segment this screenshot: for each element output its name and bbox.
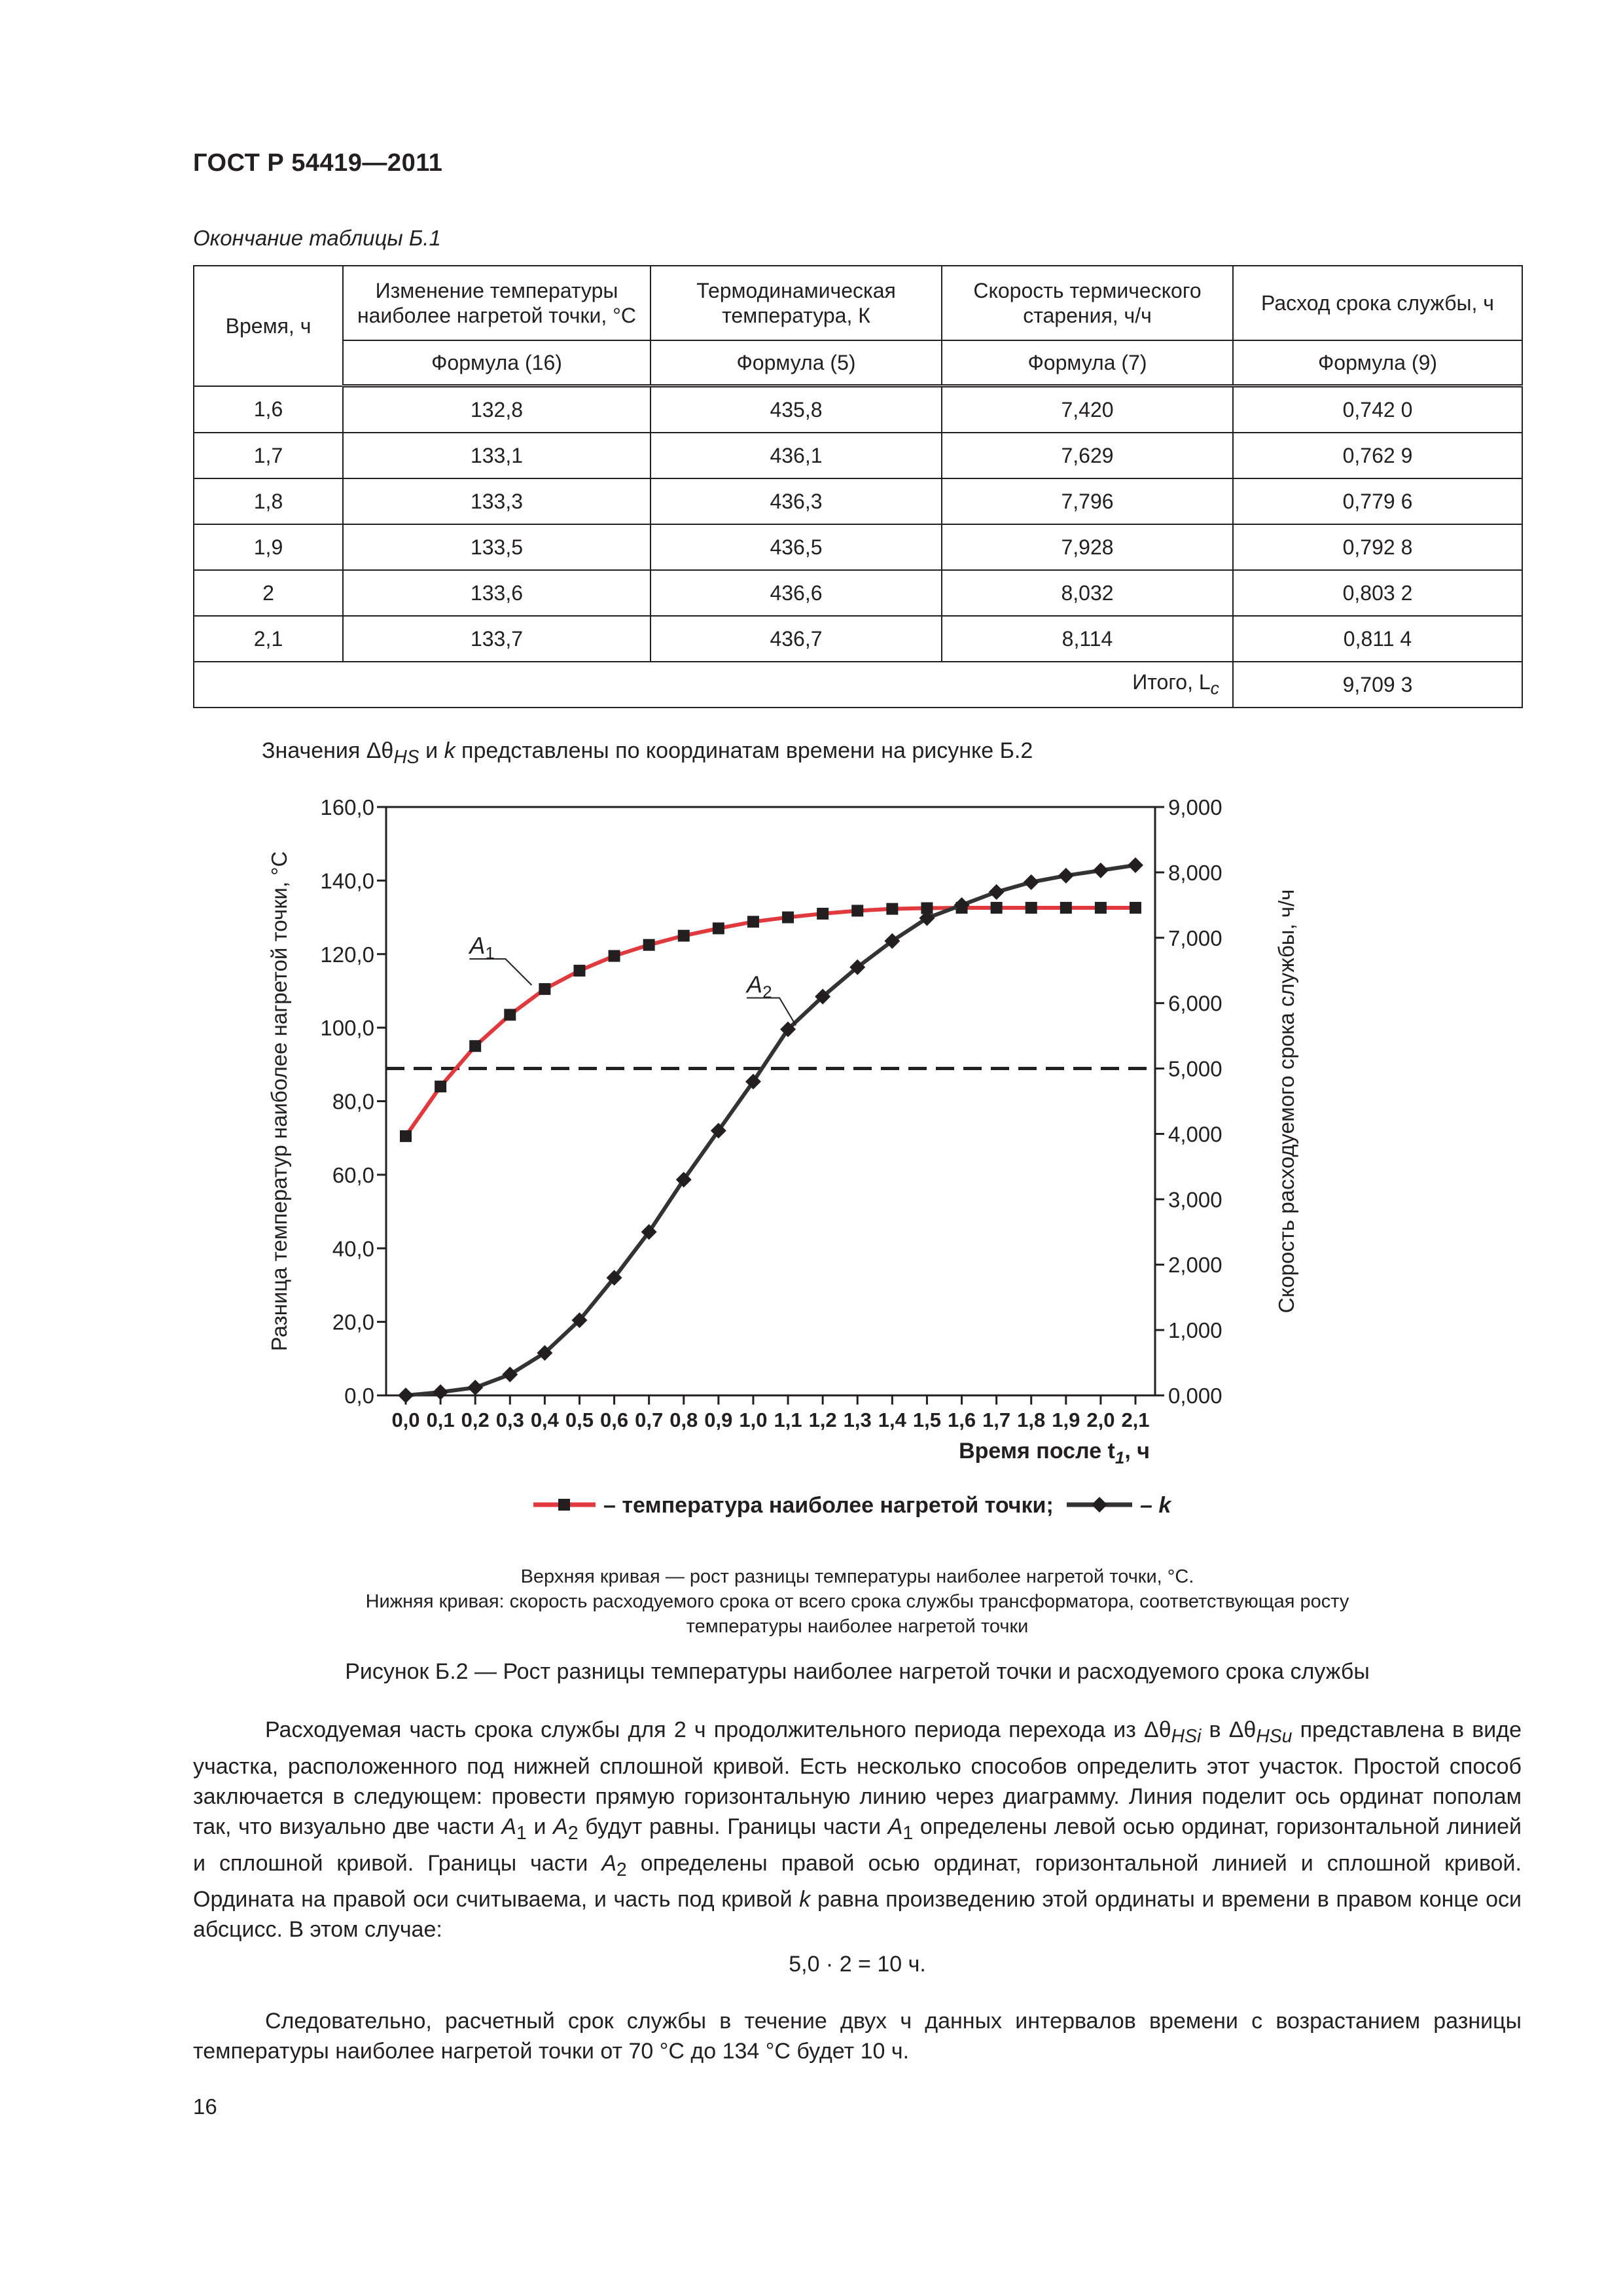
formula-ref: Формула (16) <box>343 340 651 386</box>
x-tick-label: 0,7 <box>635 1408 664 1431</box>
x-tick-label: 1,0 <box>739 1408 768 1431</box>
table-caption: Окончание таблицы Б.1 <box>193 226 441 250</box>
table-cell: 436,6 <box>651 570 942 616</box>
table-cell: 2,1 <box>194 616 343 662</box>
right-tick-label: 3,000 <box>1168 1187 1222 1212</box>
x-axis-title <box>959 1439 1150 1467</box>
right-tick-label: 5,000 <box>1168 1056 1222 1081</box>
data-point-marker <box>782 912 794 924</box>
data-table <box>193 265 1523 708</box>
x-axis-title-main: Время после t <box>959 1439 1115 1463</box>
x-tick-label: 1,8 <box>1017 1408 1046 1431</box>
table-cell: 1,8 <box>194 478 343 524</box>
table-cell: 133,7 <box>343 616 651 662</box>
x-tick-label: 1,4 <box>878 1408 906 1431</box>
column-header-temp-change: Изменение температуры наиболее нагретой точки, °С <box>343 266 651 340</box>
data-point-marker <box>1093 863 1109 878</box>
table-row <box>194 478 1522 524</box>
data-point-marker <box>433 1384 448 1400</box>
curve-label-a1 <box>468 932 494 963</box>
table-cell: 0,742 0 <box>1233 386 1522 433</box>
left-tick-label: 80,0 <box>332 1089 374 1114</box>
data-point-marker <box>678 930 690 942</box>
data-point-marker <box>504 1009 516 1020</box>
table-cell: 0,811 4 <box>1233 616 1522 662</box>
right-tick-label: 0,000 <box>1168 1384 1222 1408</box>
x-axis-title-unit: , ч <box>1124 1439 1150 1463</box>
data-point-marker <box>713 922 724 934</box>
paragraph-explanation: Расходуемая часть срока службы для 2 ч продолжительного периода перехода из $\Delta\theta_{HSi}$ в $\Delta\theta_{HSu}$ представлена в виде участка, расположенного под нижней сплошной кривой. Есть несколько способов определить этот участок. Простой способ заключается в следующем: провести прямую горизонтальную линию через диаграмму. Линия поделит ось ординат пополам так, что визуально две части $A_1$ и $A_2$ будут равны. Границы части $A_1$ определены левой осью ординат, горизонтальной линией и сплошной кривой. Границы части $A_2$ определены правой осью ординат, горизонтальной линией и сплошной кривой. Ордината на правой оси считываема, и часть под кривой k равна произведению этой ординаты и времени в правом конце оси абсцисс. В этом случае: <box>193 1717 1522 1943</box>
document-header: ГОСТ Р 54419—2011 <box>193 149 443 177</box>
table-row <box>194 570 1522 616</box>
table-cell: 436,5 <box>651 524 942 570</box>
legend <box>533 1493 1172 1518</box>
table-formula-row <box>194 340 1522 386</box>
x-tick-label: 0,5 <box>565 1408 594 1431</box>
data-point-marker <box>1128 857 1143 873</box>
data-point-marker <box>1095 902 1107 914</box>
table-cell: 1,9 <box>194 524 343 570</box>
total-label: Итого, $L_c$ <box>194 662 1233 708</box>
chart-intro-text: Значения $\Delta\theta_{HS}$ и k представлены по координатам времени на рисунке Б.2 <box>262 738 1033 768</box>
table-cell: 133,3 <box>343 478 651 524</box>
curve-label-a2-sub: 2 <box>762 982 772 1002</box>
x-tick-label: 0,8 <box>669 1408 698 1431</box>
note-line: Верхняя кривая — рост разницы температуры наиболее нагретой точки, °С. <box>520 1566 1194 1587</box>
chart-svg <box>249 782 1309 1538</box>
table-cell: 436,1 <box>651 433 942 478</box>
right-tick-label: 8,000 <box>1168 860 1222 885</box>
curve-label-leader-a1 <box>469 959 531 985</box>
data-point-marker <box>539 983 550 995</box>
x-tick-label: 1,3 <box>843 1408 872 1431</box>
x-tick-label: 2,1 <box>1121 1408 1150 1431</box>
table-cell: 7,629 <box>942 433 1233 478</box>
right-tick-label: 1,000 <box>1168 1318 1222 1343</box>
data-point-marker <box>991 902 1003 914</box>
data-point-marker <box>435 1081 446 1092</box>
data-point-marker <box>398 1388 414 1403</box>
right-tick-label: 2,000 <box>1168 1253 1222 1278</box>
note-line: температуры наиболее нагретой точки <box>686 1616 1029 1637</box>
x-tick-label: 0,2 <box>461 1408 490 1431</box>
x-tick-label: 2,0 <box>1086 1408 1115 1431</box>
right-tick-label: 9,000 <box>1168 795 1222 819</box>
curve-label-leader-a2 <box>747 998 796 1026</box>
table-cell: 436,7 <box>651 616 942 662</box>
note-line: Нижняя кривая: скорость расходуемого срока от всего срока службы трансформатора, соответствующая росту <box>365 1591 1349 1612</box>
x-tick-label: 0,9 <box>704 1408 733 1431</box>
table-cell: 132,8 <box>343 386 651 433</box>
table-row <box>194 616 1522 662</box>
left-tick-label: 40,0 <box>332 1236 374 1261</box>
table-cell: 0,792 8 <box>1233 524 1522 570</box>
series-line-1 <box>406 908 1135 1136</box>
formula-ref: Формула (5) <box>651 340 942 386</box>
data-point-marker <box>609 950 620 962</box>
paragraph-conclusion: Следовательно, расчетный срок службы в течение двух ч данных интервалов времени с возрастанием разницы температуры наиболее нагретой точки от 70 °С до 134 °С будет 10 ч. <box>193 2009 1522 2064</box>
curve-label-a1-main: A <box>469 932 486 960</box>
table-cell: 1,6 <box>194 386 343 433</box>
table-cell: 436,3 <box>651 478 942 524</box>
table-row <box>194 386 1522 433</box>
left-tick-label: 60,0 <box>332 1162 374 1187</box>
figure-notes <box>193 1564 1522 1639</box>
total-value: 9,709 3 <box>1233 662 1522 708</box>
table-cell: 0,779 6 <box>1233 478 1522 524</box>
x-tick-label: 0,6 <box>600 1408 629 1431</box>
x-axis-title-sub: 1 <box>1115 1448 1125 1467</box>
table-cell: 8,114 <box>942 616 1233 662</box>
x-tick-label: 1,7 <box>982 1408 1011 1431</box>
data-point-marker <box>643 939 655 951</box>
curve-label-a2 <box>745 971 772 1002</box>
x-tick-label: 1,9 <box>1052 1408 1080 1431</box>
column-header-time: Время, ч <box>194 266 343 386</box>
table-cell: 0,803 2 <box>1233 570 1522 616</box>
formula-ref: Формула (9) <box>1233 340 1522 386</box>
page-number: 16 <box>193 2094 217 2119</box>
column-header-aging-rate: Скорость термического старения, ч/ч <box>942 266 1233 340</box>
chart <box>249 782 1309 1541</box>
table-cell: 2 <box>194 570 343 616</box>
curve-label-a2-main: A <box>747 971 763 998</box>
data-point-marker <box>467 1380 483 1395</box>
column-header-life-consumption: Расход срока службы, ч <box>1233 266 1522 340</box>
table-cell: 435,8 <box>651 386 942 433</box>
data-point-marker <box>1130 902 1141 914</box>
x-tick-label: 1,6 <box>947 1408 976 1431</box>
x-tick-label: 0,3 <box>495 1408 524 1431</box>
x-tick-label: 1,5 <box>912 1408 941 1431</box>
data-point-marker <box>747 916 759 927</box>
table-cell: 133,6 <box>343 570 651 616</box>
left-tick-label: 100,0 <box>320 1016 374 1041</box>
data-point-marker <box>817 908 829 920</box>
table-cell: 1,7 <box>194 433 343 478</box>
table-row <box>194 433 1522 478</box>
legend-label-temperature: – температура наиболее нагретой точки; <box>603 1493 1054 1518</box>
table-total-row <box>194 662 1522 708</box>
column-header-thermo-temp: Термодинамическая температура, К <box>651 266 942 340</box>
data-point-marker <box>400 1130 412 1142</box>
formula: 5,0 · 2 = 10 ч. <box>789 1952 926 1977</box>
table-cell: 133,5 <box>343 524 651 570</box>
legend-marker-k <box>1092 1497 1107 1513</box>
table-header-row <box>194 266 1522 340</box>
data-point-marker <box>989 884 1005 900</box>
left-tick-label: 160,0 <box>320 795 374 819</box>
series-line-2 <box>406 865 1135 1395</box>
data-point-marker <box>573 965 585 977</box>
figure-caption: Рисунок Б.2 — Рост разницы температуры наиболее нагретой точки и расходуемого срока службы <box>345 1659 1370 1684</box>
right-tick-label: 4,000 <box>1168 1122 1222 1147</box>
x-tick-label: 0,1 <box>426 1408 455 1431</box>
left-tick-label: 140,0 <box>320 869 374 893</box>
data-point-marker <box>1024 874 1039 890</box>
left-axis-title: Разница температур наиболее нагретой точки, °С <box>267 851 291 1352</box>
x-tick-label: 1,1 <box>774 1408 802 1431</box>
left-tick-label: 20,0 <box>332 1310 374 1335</box>
curve-label-a1-sub: 1 <box>485 943 495 963</box>
table-row <box>194 524 1522 570</box>
data-point-marker <box>851 905 863 916</box>
data-point-marker <box>886 903 898 915</box>
data-point-marker <box>1026 902 1037 914</box>
table-cell: 7,928 <box>942 524 1233 570</box>
legend-label-k: – k <box>1140 1493 1171 1518</box>
table-cell: 8,032 <box>942 570 1233 616</box>
formula-ref: Формула (7) <box>942 340 1233 386</box>
x-tick-label: 0,4 <box>530 1408 559 1431</box>
x-tick-label: 0,0 <box>391 1408 420 1431</box>
left-tick-label: 120,0 <box>320 942 374 967</box>
left-tick-label: 0,0 <box>344 1384 374 1408</box>
data-point-marker <box>469 1040 481 1052</box>
right-tick-label: 7,000 <box>1168 925 1222 950</box>
right-axis-title: Скорость расходуемого срока службы, ч/ч <box>1274 889 1298 1314</box>
table-cell: 7,420 <box>942 386 1233 433</box>
data-point-marker <box>1058 868 1074 884</box>
legend-marker-temperature <box>558 1499 570 1511</box>
x-tick-label: 1,2 <box>808 1408 837 1431</box>
right-tick-label: 6,000 <box>1168 991 1222 1016</box>
table-cell: 7,796 <box>942 478 1233 524</box>
table-cell: 0,762 9 <box>1233 433 1522 478</box>
table-cell: 133,1 <box>343 433 651 478</box>
data-point-marker <box>1060 902 1072 914</box>
